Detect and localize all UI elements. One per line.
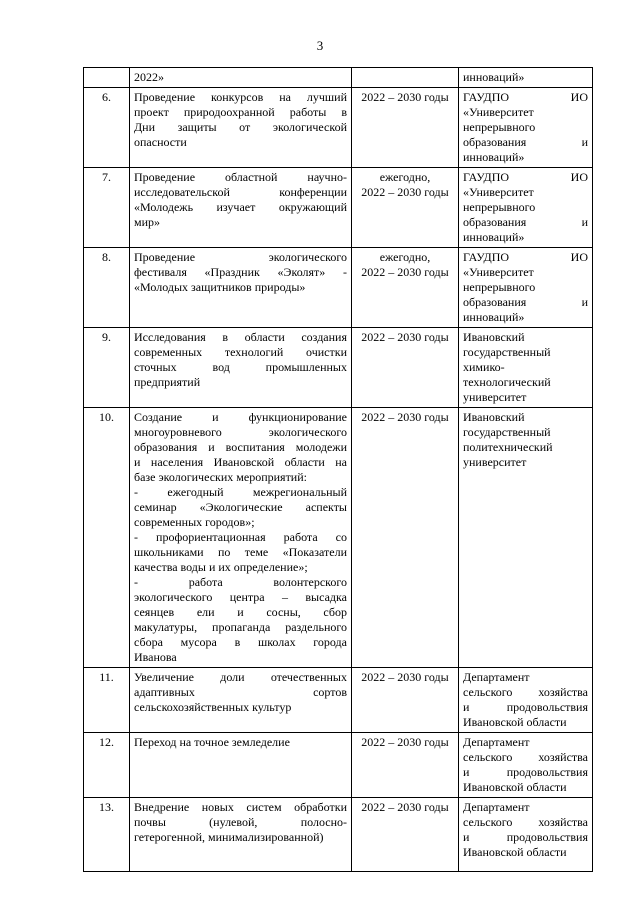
table-row bbox=[84, 408, 593, 668]
row-number: 6. bbox=[102, 90, 111, 104]
page-number: 3 bbox=[316, 38, 324, 53]
event-cell bbox=[130, 168, 352, 248]
table-row bbox=[84, 248, 593, 328]
row-number-cell bbox=[84, 88, 130, 168]
executor-cell bbox=[459, 88, 593, 168]
term-text-line: 2022 – 2030 годы bbox=[361, 185, 449, 199]
term-cell bbox=[352, 668, 459, 733]
executor-cell bbox=[459, 68, 593, 88]
executor-head-word: ИО bbox=[570, 250, 588, 264]
term-cell bbox=[352, 168, 459, 248]
table-row bbox=[84, 168, 593, 248]
executor-text-line: сельского хозяйства bbox=[463, 815, 588, 829]
executor-text-line: образования и bbox=[463, 215, 588, 229]
executor-text-line: инноваций» bbox=[463, 150, 525, 164]
executor-cell bbox=[459, 168, 593, 248]
executor-head-word: ИО bbox=[570, 170, 588, 184]
executor-text-line: сельского хозяйства bbox=[463, 750, 588, 764]
executor-cell bbox=[459, 668, 593, 733]
executor-text-line: образования и bbox=[463, 295, 588, 309]
executor-text-line: университет bbox=[463, 390, 527, 404]
executor-head-line bbox=[463, 170, 588, 185]
event-text-line: макулатуры, пропаганда раздельного bbox=[134, 620, 347, 634]
row-number-cell bbox=[84, 68, 130, 88]
term-cell bbox=[352, 248, 459, 328]
event-text-line: Проведение экологического bbox=[134, 250, 347, 264]
row-number-cell bbox=[84, 248, 130, 328]
event-text-line: гетерогенной, минимализированной) bbox=[134, 830, 324, 844]
event-text-line: экологического центра – высадка bbox=[134, 590, 347, 604]
event-text-line: Внедрение новых систем обработки bbox=[134, 800, 347, 814]
executor-text-line: технологический bbox=[463, 375, 551, 389]
term-text-line: 2022 – 2030 годы bbox=[361, 90, 449, 104]
row-number-cell bbox=[84, 408, 130, 668]
row-number-cell bbox=[84, 328, 130, 408]
event-text-line: Проведение областной научно- bbox=[134, 170, 347, 184]
term-text-line: 2022 – 2030 годы bbox=[361, 265, 449, 279]
row-number-cell bbox=[84, 798, 130, 872]
term-cell bbox=[352, 88, 459, 168]
event-text-line: предприятий bbox=[134, 375, 201, 389]
row-number: 10. bbox=[99, 410, 114, 424]
term-cell bbox=[352, 328, 459, 408]
executor-text-line: и продовольствия bbox=[463, 830, 588, 844]
event-text-line: Проведение конкурсов на лучший bbox=[134, 90, 347, 104]
executor-head-word: ИО bbox=[570, 90, 588, 104]
event-text-line: проект природоохранной работы в bbox=[134, 105, 347, 119]
executor-head-word: ГАУДПО bbox=[463, 250, 510, 264]
event-text-line: образования и воспитания молодежи bbox=[134, 440, 347, 454]
executor-text-line: Ивановский bbox=[463, 410, 525, 424]
executor-head-line bbox=[463, 90, 588, 105]
event-text-line: почвы (нулевой, полосно- bbox=[134, 815, 347, 829]
table-row bbox=[84, 668, 593, 733]
term-text-line: ежегодно, bbox=[379, 170, 431, 184]
executor-head-line bbox=[463, 250, 588, 265]
event-text-line: современных городов»; bbox=[134, 515, 255, 529]
event-text-line: школьниками по теме «Показатели bbox=[134, 545, 347, 559]
row-number-cell bbox=[84, 668, 130, 733]
executor-text-line: инноваций» bbox=[463, 70, 525, 84]
executor-cell bbox=[459, 408, 593, 668]
event-text-line: - ежегодный межрегиональный bbox=[134, 485, 347, 499]
event-text-line: семинар «Экологические аспекты bbox=[134, 500, 347, 514]
table-row bbox=[84, 88, 593, 168]
executor-text-line: химико- bbox=[463, 360, 505, 374]
term-cell bbox=[352, 408, 459, 668]
executor-text-line: и продовольствия bbox=[463, 765, 588, 779]
executor-text-line: политехнический bbox=[463, 440, 553, 454]
event-cell bbox=[130, 88, 352, 168]
table-row bbox=[84, 798, 593, 872]
executor-text-line: Департамент bbox=[463, 800, 530, 814]
event-text-line: современных технологий очистки bbox=[134, 345, 347, 359]
event-text-line: исследовательской конференции bbox=[134, 185, 347, 199]
event-text-line: Иванова bbox=[134, 650, 177, 664]
event-text-line: 2022» bbox=[134, 70, 164, 84]
executor-text-line: Ивановской области bbox=[463, 780, 567, 794]
event-text-line: многоуровневого экологического bbox=[134, 425, 347, 439]
term-text-line: ежегодно, bbox=[379, 250, 431, 264]
executor-head-word: ГАУДПО bbox=[463, 90, 510, 104]
event-text-line: опасности bbox=[134, 135, 187, 149]
executor-text-line: государственный bbox=[463, 345, 551, 359]
event-cell bbox=[130, 68, 352, 88]
row-number: 8. bbox=[102, 250, 111, 264]
executor-text-line: «Университет bbox=[463, 185, 534, 199]
event-text-line: качества воды и их определение»; bbox=[134, 560, 308, 574]
event-text-line: Дни защиты от экологической bbox=[134, 120, 347, 134]
executor-text-line: Ивановский bbox=[463, 330, 525, 344]
term-cell bbox=[352, 733, 459, 798]
table-row bbox=[84, 733, 593, 798]
event-text-line: «Молодых защитников природы» bbox=[134, 280, 306, 294]
event-text-line: Переход на точное земледелие bbox=[134, 735, 290, 749]
executor-text-line: государственный bbox=[463, 425, 551, 439]
row-number-cell bbox=[84, 168, 130, 248]
row-number: 11. bbox=[99, 670, 114, 684]
event-text-line: Увеличение доли отечественных bbox=[134, 670, 347, 684]
executor-text-line: сельского хозяйства bbox=[463, 685, 588, 699]
event-text-line: «Молодежь изучает окружающий bbox=[134, 200, 347, 214]
event-text-line: сбора мусора в школах города bbox=[134, 635, 347, 649]
event-cell bbox=[130, 248, 352, 328]
executor-text-line: непрерывного bbox=[463, 120, 536, 134]
row-number: 9. bbox=[102, 330, 111, 344]
event-cell bbox=[130, 328, 352, 408]
event-text-line: сеянцев ели и сосны, сбор bbox=[134, 605, 347, 619]
executor-cell bbox=[459, 733, 593, 798]
event-text-line: - профориентационная работа со bbox=[134, 530, 347, 544]
executor-text-line: инноваций» bbox=[463, 230, 525, 244]
event-text-line: адаптивных сортов bbox=[134, 685, 347, 699]
term-text-line: 2022 – 2030 годы bbox=[361, 670, 449, 684]
event-text-line: сельскохозяйственных культур bbox=[134, 700, 292, 714]
measures-table bbox=[83, 67, 593, 872]
term-cell bbox=[352, 798, 459, 872]
row-number: 7. bbox=[102, 170, 111, 184]
executor-text-line: инноваций» bbox=[463, 310, 525, 324]
executor-text-line: «Университет bbox=[463, 265, 534, 279]
event-text-line: мир» bbox=[134, 215, 161, 229]
executor-text-line: непрерывного bbox=[463, 200, 536, 214]
executor-cell bbox=[459, 328, 593, 408]
executor-text-line: непрерывного bbox=[463, 280, 536, 294]
executor-head-word: ГАУДПО bbox=[463, 170, 510, 184]
table-row bbox=[84, 68, 593, 88]
event-text-line: - работа волонтерского bbox=[134, 575, 347, 589]
event-cell bbox=[130, 733, 352, 798]
event-text-line: фестиваля «Праздник «Эколят» - bbox=[134, 265, 347, 279]
measures-table-body bbox=[84, 68, 593, 872]
executor-text-line: Ивановской области bbox=[463, 715, 567, 729]
row-number: 12. bbox=[99, 735, 114, 749]
row-number-cell bbox=[84, 733, 130, 798]
event-cell bbox=[130, 408, 352, 668]
term-text-line: 2022 – 2030 годы bbox=[361, 410, 449, 424]
event-text-line: Создание и функционирование bbox=[134, 410, 347, 424]
row-number: 13. bbox=[99, 800, 114, 814]
executor-text-line: Департамент bbox=[463, 670, 530, 684]
executor-cell bbox=[459, 248, 593, 328]
term-cell bbox=[352, 68, 459, 88]
event-text-line: базе экологических мероприятий: bbox=[134, 470, 307, 484]
term-text-line: 2022 – 2030 годы bbox=[361, 330, 449, 344]
executor-text-line: университет bbox=[463, 455, 527, 469]
term-text-line: 2022 – 2030 годы bbox=[361, 800, 449, 814]
event-text-line: и населения Ивановской области на bbox=[134, 455, 347, 469]
executor-cell bbox=[459, 798, 593, 872]
event-cell bbox=[130, 798, 352, 872]
executor-text-line: «Университет bbox=[463, 105, 534, 119]
executor-text-line: Ивановской области bbox=[463, 845, 567, 859]
executor-text-line: и продовольствия bbox=[463, 700, 588, 714]
executor-text-line: Департамент bbox=[463, 735, 530, 749]
event-text-line: сточных вод промышленных bbox=[134, 360, 347, 374]
term-text-line: 2022 – 2030 годы bbox=[361, 735, 449, 749]
event-cell bbox=[130, 668, 352, 733]
event-text-line: Исследования в области создания bbox=[134, 330, 347, 344]
executor-text-line: образования и bbox=[463, 135, 588, 149]
table-row bbox=[84, 328, 593, 408]
